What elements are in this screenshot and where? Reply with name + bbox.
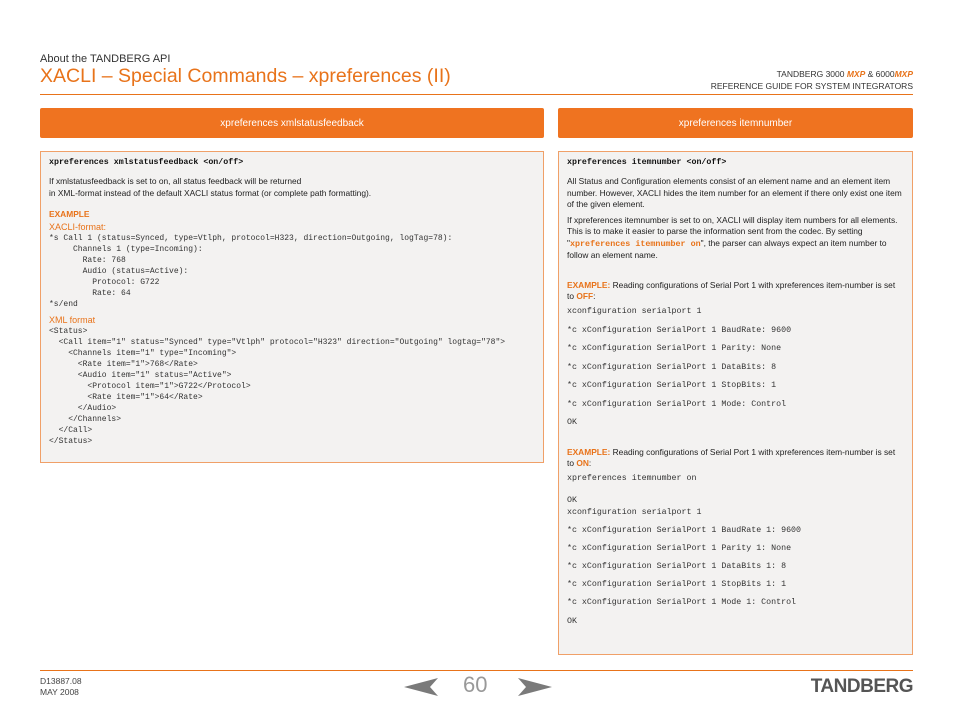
itemnumber-panel: [558, 151, 913, 655]
footer-divider: [40, 670, 913, 671]
doc-date: MAY 2008: [40, 687, 79, 697]
output-line: *c xConfiguration SerialPort 1 StopBits: 1: [567, 381, 777, 390]
previous-page-button[interactable]: [404, 678, 438, 696]
xml-format-label: XML format: [49, 315, 96, 325]
example-on-state: ON: [576, 458, 589, 468]
description-paragraph-2: [567, 215, 904, 262]
output-line: *c xConfiguration SerialPort 1 DataBits 1: 8: [567, 562, 787, 572]
description-paragraph-1: All Status and Configuration elements consist of an element name and an element item number. However, XACLI hides the item number for an element if there only exist one item of the given element.: [567, 176, 902, 209]
next-page-button[interactable]: [518, 678, 552, 696]
output-line: OK: [567, 616, 577, 626]
desc-text-b: ", the parser can always expect an item number to follow an element name.: [567, 237, 887, 260]
output-line: OK: [567, 418, 577, 427]
example-on-output: [567, 473, 904, 628]
brand-mxp-1: MXP: [846, 69, 866, 79]
description-line-1: If xmlstatusfeedback is set to on, all status feedback will be returned: [49, 176, 302, 186]
output-line: xconfiguration serialport 1: [567, 507, 702, 517]
page-title: XACLI – Special Commands – xpreferences (II): [40, 65, 451, 87]
output-line: *c xConfiguration SerialPort 1 Mode 1: Control: [567, 598, 797, 608]
footer-doc-info: [40, 676, 82, 698]
example-label: EXAMPLE: [49, 209, 90, 219]
brand-amp: & 6000: [865, 69, 895, 79]
page-number: 60: [463, 672, 488, 697]
desc-inline-code: xpreferences itemnumber on: [569, 238, 701, 249]
example-off-label: EXAMPLE:: [567, 279, 611, 290]
section-label: About the TANDBERG API: [40, 53, 171, 65]
header-brand: [711, 68, 913, 92]
output-line: *c xConfiguration SerialPort 1 BaudRate: 9600: [567, 325, 792, 335]
guide-label: REFERENCE GUIDE FOR SYSTEM INTEGRATORS: [710, 81, 913, 91]
output-line: *c xConfiguration SerialPort 1 Mode: Control: [567, 399, 787, 409]
output-line: *c xConfiguration SerialPort 1 BaudRate 1: 9600: [567, 525, 802, 535]
header-divider: [40, 94, 913, 95]
tandberg-logo: TANDBERG: [810, 676, 913, 697]
output-line: xconfiguration serialport 1: [567, 306, 702, 316]
example-off-state: OFF: [576, 291, 594, 301]
command-syntax: xpreferences itemnumber <on/off>: [567, 158, 727, 167]
example-on-text: Reading configurations of Serial Port 1 with xpreferences item-number is set to: [567, 446, 896, 468]
brand-mxp-2: MXP: [894, 69, 913, 79]
arrow-right-icon: [518, 678, 552, 696]
output-line: *c xConfiguration SerialPort 1 StopBits 1: 1: [567, 580, 787, 590]
example-on-label: EXAMPLE:: [567, 446, 611, 457]
command-syntax: xpreferences xmlstatusfeedback <on/off>: [49, 158, 244, 167]
tab-xmlstatusfeedback[interactable]: xpreferences xmlstatusfeedback: [40, 108, 544, 138]
output-line: OK: [567, 495, 577, 505]
desc-text-a: If xpreferences itemnumber is set to on, XACLI will display item numbers for all elements. This is to make it easier to parse the information sent from the codec. By setting ": [567, 214, 898, 248]
xacli-code-block: *s Call 1 (status=Synced, type=Vtlph, protocol=H323, direction=Outgoing, logTag=78): Channels 1 (type=Incoming): Rate: 768 Audio (status=Active): Protocol: G722 Rate: 64 *s/end: [49, 234, 453, 309]
example-on-caption: EXAMPLE: Reading configurations of Serial Port 1 with xpreferences item-number is set to ON:: [567, 446, 896, 468]
example-off-text: Reading configurations of Serial Port 1 with xpreferences item-number is set to: [567, 279, 896, 301]
output-line: *c xConfiguration SerialPort 1 Parity: None: [567, 344, 782, 353]
arrow-left-icon: [404, 678, 438, 696]
xml-code-block: <Status> <Call item="1" status="Synced" type="Vtlph" protocol="H323" direction="Outgoing" logtag="78"> <Channels item="1" type="Incoming"> <Rate item="1">768</Rate> <Audio item="1" status="Active"> <Protocol item="1">G722</Protocol> <Rate item="1">64</Rate> </Audio> </Channels> </Call> </Status>: [49, 327, 506, 446]
doc-id: D13887.08: [40, 676, 82, 686]
output-line: *c xConfiguration SerialPort 1 Parity 1: None: [567, 543, 792, 553]
description-line-2: in XML-format instead of the default XACLI status format (or complete path formatting).: [49, 187, 372, 198]
xacli-format-label: XACLI-format:: [49, 222, 107, 232]
brand-line: [711, 68, 913, 80]
tab-itemnumber[interactable]: xpreferences itemnumber: [558, 108, 913, 138]
example-off-output: [567, 306, 904, 436]
example-off-caption: EXAMPLE: Reading configurations of Serial Port 1 with xpreferences item-number is set to OFF:: [567, 279, 896, 301]
xmlstatusfeedback-panel: [40, 151, 544, 463]
output-line: xpreferences itemnumber on: [567, 473, 697, 483]
brand-prefix: TANDBERG 3000: [776, 69, 847, 79]
output-line: *c xConfiguration SerialPort 1 DataBits: 8: [567, 362, 777, 372]
